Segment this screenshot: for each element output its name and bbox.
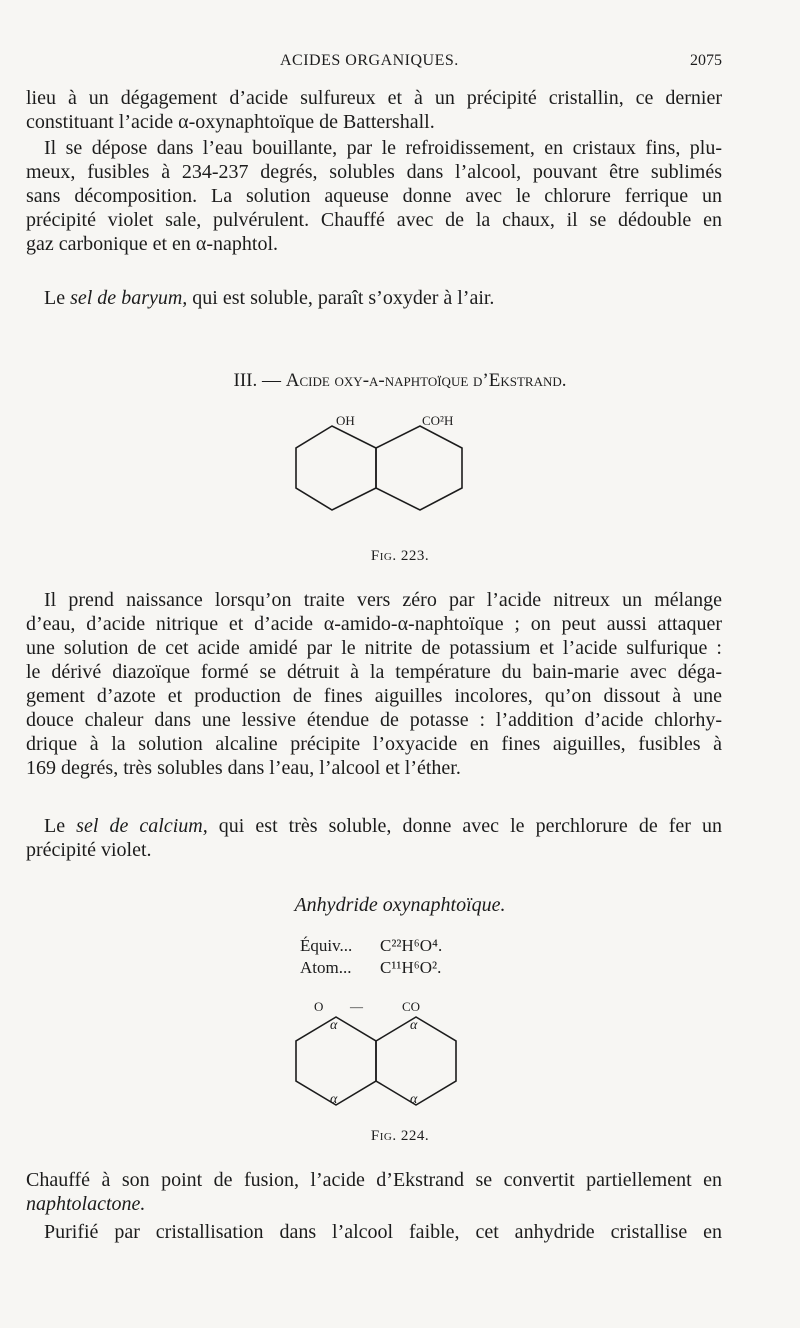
alpha-label: α <box>410 1018 418 1033</box>
italic-term: sel de baryum, <box>70 287 188 309</box>
text-span: Le <box>44 815 77 837</box>
paragraph-2 <box>26 136 722 256</box>
text-line: le dérivé diazoïque formé se détruit à la température du bain-marie avec déga- <box>26 661 722 683</box>
alpha-label: α <box>330 1018 338 1033</box>
text-line: 169 degrés, très solubles dans l’eau, l’alcool et l’éther. <box>26 757 461 779</box>
text-span: qui est très soluble, donne avec le perchlorure de fer un <box>207 815 723 837</box>
text-line <box>26 286 722 310</box>
figure-223-caption: Fig. 223. <box>370 548 430 564</box>
paragraph-5 <box>26 814 722 862</box>
formula-value: C²²H⁶O⁴. <box>380 936 443 955</box>
figure-224-structure <box>290 995 490 1125</box>
text-line: Purifié par cristallisation dans l’alcool faible, cet anhydride cristallise en <box>44 1221 722 1243</box>
text-line: précipité violet. <box>26 839 152 861</box>
text-line: Il prend naissance lorsqu’on traite vers zéro par l’acide nitreux un mélange <box>44 589 722 611</box>
text-line: constituant l’acide α-oxynaphtoïque de Battershall. <box>26 111 435 133</box>
paragraph-4 <box>26 588 722 780</box>
alpha-label: α <box>330 1092 338 1107</box>
text-line: meux, fusibles à 234-237 degrés, solubles dans l’alcool, pouvant être sublimés <box>26 161 722 183</box>
text-line: d’eau, d’acide nitrique et d’acide α-amido-α-naphtoïque ; on peut aussi attaquer <box>26 613 722 635</box>
left-ring <box>296 426 376 510</box>
naphtholactone-rings <box>296 1017 456 1105</box>
text-line: gement d’azote et production de fines aiguilles incolores, qu’on dissout à une <box>26 685 722 707</box>
text-line: sans décomposition. La solution aqueuse donne avec le chlorure ferrique un <box>26 185 722 207</box>
text-line: gaz carbonique et en α-naphtol. <box>26 233 279 255</box>
formula-block <box>300 935 442 979</box>
subheading: Anhydride oxynaphtoïque. <box>294 894 506 916</box>
paragraph-7 <box>26 1220 722 1244</box>
text-line: Chauffé à son point de fusion, l’acide d’Ekstrand se convertit partiellement en <box>26 1169 722 1191</box>
o-label: O <box>314 999 324 1014</box>
formula-row-equiv <box>300 935 442 957</box>
paragraph-3 <box>26 286 722 310</box>
running-header <box>0 52 800 76</box>
text-line: douce chaleur dans une lessive étendue de potasse : l’addition d’acide chlorhy- <box>26 709 722 731</box>
formula-label: Atom... <box>300 958 352 977</box>
alpha-label: α <box>410 1092 418 1107</box>
text-line: Il se dépose dans l’eau bouillante, par le refroidissement, en cristaux fins, plu- <box>44 137 722 159</box>
formula-row-atom <box>300 957 442 979</box>
section-heading <box>0 370 800 392</box>
section-number: III. — <box>233 370 286 391</box>
italic-term: sel de calcium, <box>76 815 208 837</box>
formula-label: Équiv... <box>300 936 353 955</box>
italic-term: naphtolactone. <box>26 1193 146 1215</box>
text-line: lieu à un dégagement d’acide sulfureux et à un précipité cristallin, ce dernier <box>26 87 722 109</box>
text-span: Le <box>44 287 71 309</box>
right-ring <box>376 426 462 510</box>
section-title: Acide oxy-α-naphtoïque d’Ekstrand. <box>285 370 567 391</box>
formula-value: C¹¹H⁶O². <box>380 958 442 977</box>
co-label: CO <box>402 999 421 1014</box>
naphthalene-rings <box>296 426 462 510</box>
text-line: une solution de cet acide amidé par le nitrite de potassium et l’acide sulfurique : <box>26 637 722 659</box>
text-line: précipité violet sale, pulvérulent. Chauffé avec de la chaux, il se dédouble en <box>26 209 722 231</box>
page-number: 2075 <box>690 52 722 69</box>
text-line: drique à la solution alcaline précipite l’oxyacide en fines aiguilles, fusibles à <box>26 733 722 755</box>
text-span: qui est soluble, paraît s’oxyder à l’air. <box>187 287 495 309</box>
co2h-label: CO²H <box>422 413 454 428</box>
text-line <box>26 814 722 838</box>
running-header-title: ACIDES ORGANIQUES. <box>280 52 459 69</box>
figure-224-caption: Fig. 224. <box>370 1128 430 1144</box>
oh-label: OH <box>336 413 355 428</box>
paragraph-1 <box>26 86 722 134</box>
bond-dash: — <box>350 999 363 1014</box>
figure-223-structure <box>290 408 490 528</box>
paragraph-6 <box>26 1168 722 1216</box>
